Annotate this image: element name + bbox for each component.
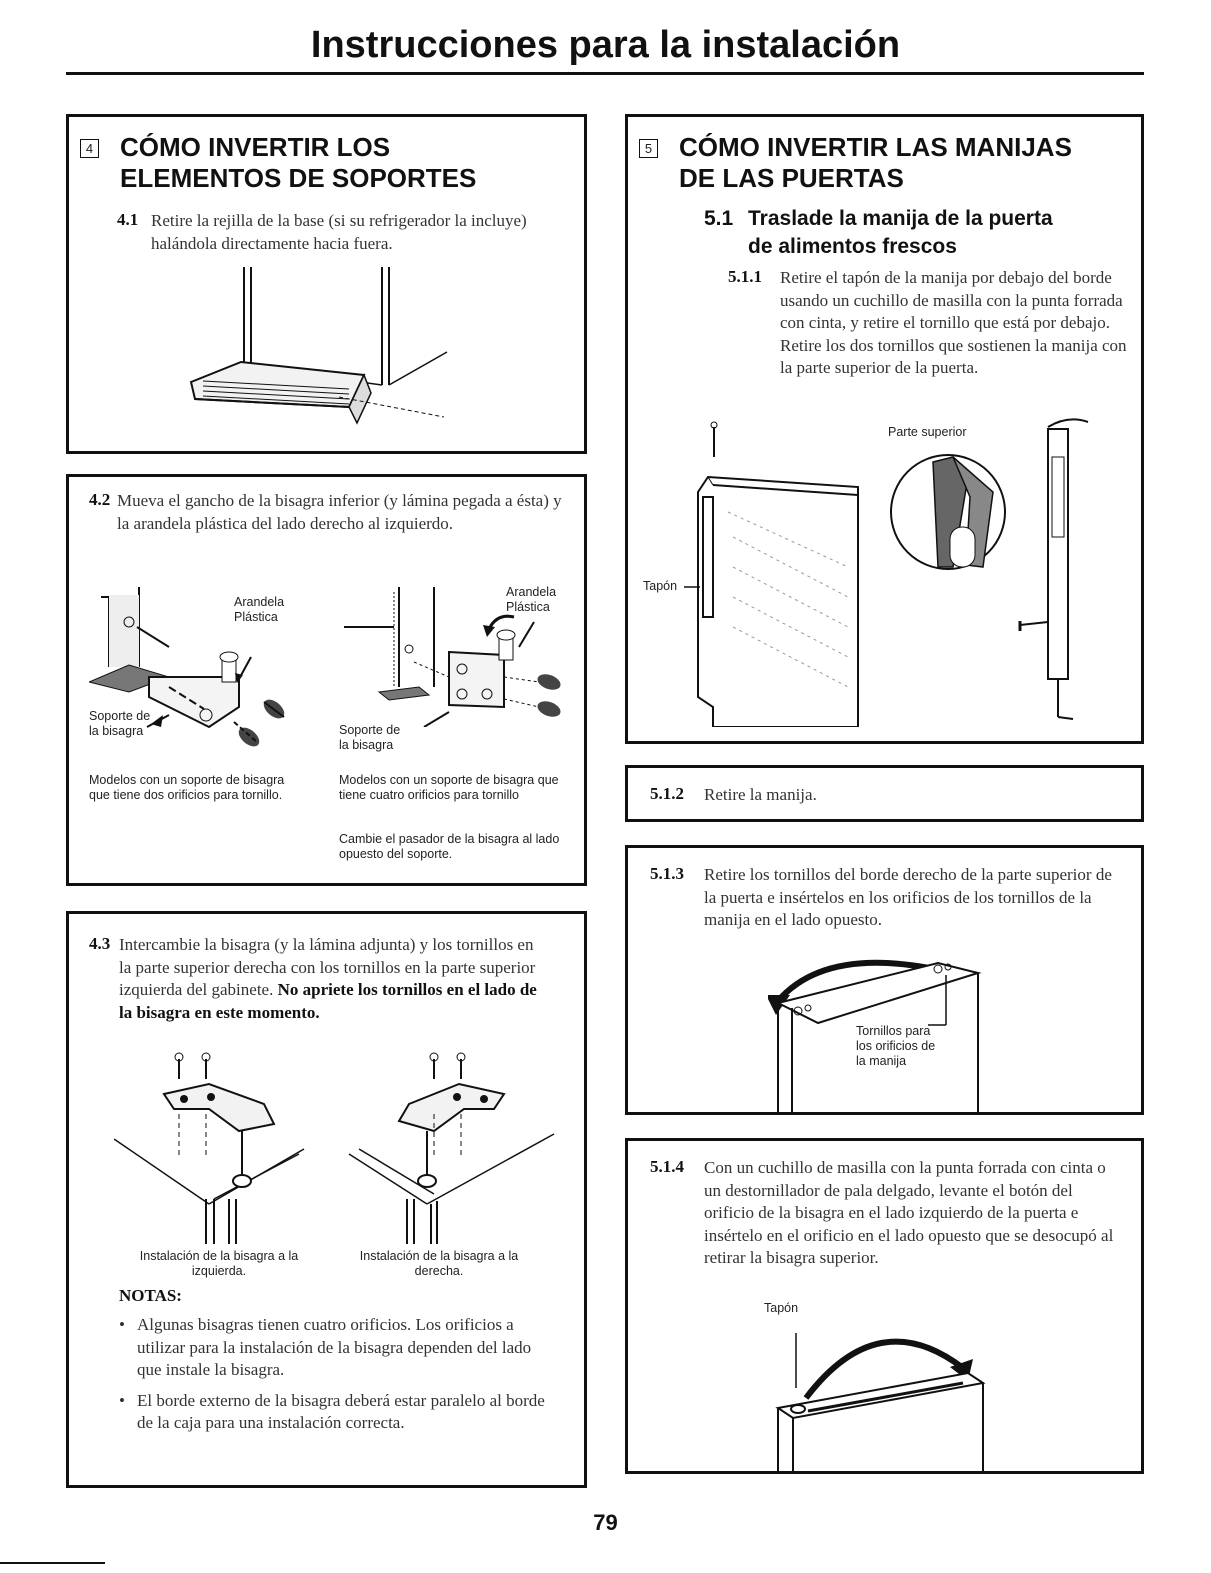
right-bracket-label: Soporte de la bisagra [339, 723, 401, 752]
page-number: 79 [593, 1510, 618, 1535]
hinge-right-caption: Instalación de la bisagra a la derecha. [359, 1249, 519, 1278]
notes-title: NOTAS: [119, 1286, 182, 1305]
section5-box-step-5-1-3 [625, 845, 1144, 1115]
base-grille-illustration [189, 267, 469, 437]
section5-number: 5 [639, 139, 658, 158]
title-rule [66, 72, 1144, 75]
left-caption: Modelos con un soporte de bisagra que tiene dos orificios para tornillo. [89, 773, 285, 802]
step-4-2-number: 4.2 [89, 490, 111, 509]
subsection-5-1-number: 5.1 [704, 207, 734, 230]
footer-rule [0, 1562, 105, 1564]
bullet-icon: • [119, 1390, 125, 1410]
step-4-1-number: 4.1 [117, 210, 139, 229]
section4-title-line2: ELEMENTOS DE SOPORTES [120, 163, 477, 193]
step-5-1-1-number: 5.1.1 [728, 267, 762, 286]
left-bracket-label: Soporte de la bisagra [89, 709, 151, 738]
step-5-1-4-text: Con un cuchillo de masilla con la punta forrada con cinta o un destornillador de pala delgado, levante el botón del orificio de la bisagra en el lado izquierdo de la puerta e insértelo en el orificio en el lado opuesto que se desocupó al retirar la bisagra superior. [704, 1158, 1114, 1267]
note-item [119, 1390, 559, 1435]
step-4-3-text-bold: No apriete los tornillos en el lado de la bisagra en este momento. [119, 980, 537, 1022]
right-caption-2: Cambie el pasador de la bisagra al lado opuesto del soporte. [339, 832, 560, 861]
section5-title-line1: CÓMO INVERTIR LAS MANIJAS [679, 132, 1072, 162]
label-parte-superior: Parte superior [888, 425, 967, 439]
step-5-1-2-text: Retire la manija. [704, 785, 817, 804]
right-caption: Modelos con un soporte de bisagra que tiene cuatro orificios para tornillo [339, 773, 559, 802]
subsection-5-1-title-line1: Traslade la manija de la puerta [748, 207, 1053, 230]
section4-box-step-4-2 [66, 474, 587, 886]
hinge-hole-plug-illustration [768, 1313, 998, 1473]
step-4-3-number: 4.3 [89, 934, 111, 953]
section4-number: 4 [80, 139, 99, 158]
hinge-left-caption: Instalación de la bisagra a la izquierda. [139, 1249, 299, 1278]
step-5-1-1-text: Retire el tapón de la manija por debajo del borde usando un cuchillo de masilla con la punta forrada con cinta, y retire el tornillo que está por debajo. Retire los dos tornillos que sostienen la manija con la parte superior de la puerta. [780, 268, 1127, 377]
note-text: El borde externo de la bisagra deberá estar paralelo al borde de la caja para una instalación correcta. [137, 1390, 545, 1432]
notes-list [119, 1314, 559, 1443]
section5-box-step-5-1-1 [625, 114, 1144, 744]
screws-label: Tornillos para los orificios de la manija [856, 1024, 936, 1068]
subsection-5-1-title-line2: de alimentos frescos [748, 235, 957, 258]
section4-title-line1: CÓMO INVERTIR LOS [120, 132, 391, 162]
door-handle-illustration [648, 417, 1128, 727]
step-5-1-4-number: 5.1.4 [650, 1157, 684, 1176]
note-item [119, 1314, 559, 1382]
section5-box-step-5-1-4 [625, 1138, 1144, 1474]
step-4-3-text [119, 934, 539, 1024]
step-4-3-text-regular: Intercambie la bisagra (y la lámina adjunta) y los tornillos en la parte superior derecha con los tornillos en la parte superior izquierda del gabinete. [119, 935, 536, 999]
step-5-1-2-number: 5.1.2 [650, 784, 684, 803]
left-washer-label: Arandela Plástica [234, 595, 285, 624]
hinge-left-install-illustration [114, 1049, 329, 1244]
section5-box-step-5-1-2 [625, 765, 1144, 822]
section4-box-step-4-3 [66, 911, 587, 1488]
section5-title-line2: DE LAS PUERTAS [679, 163, 904, 193]
step-5-1-3-number: 5.1.3 [650, 864, 684, 883]
hinge-right-install-illustration [339, 1049, 559, 1244]
tapon-label: Tapón [764, 1301, 799, 1315]
right-washer-label: Arandela Plástica [506, 585, 557, 614]
label-tapon-handle: Tapón [643, 579, 678, 593]
bullet-icon: • [119, 1315, 125, 1334]
step-4-2-text: Mueva el gancho de la bisagra inferior (y lámina pegada a ésta) y la arandela plástica del lado derecho al izquierdo. [117, 491, 562, 533]
step-5-1-3-text: Retire los tornillos del borde derecho de la parte superior de la puerta e insértelos en los orificios de los tornillos de la manija en el lado opuesto. [704, 865, 1112, 929]
section4-box-step-4-1 [66, 114, 587, 454]
step-4-1-text: Retire la rejilla de la base (si su refrigerador la incluye) halándola directamente hacia fuera. [151, 211, 527, 253]
page-title: Instrucciones para la instalación [310, 24, 901, 66]
note-text: Algunas bisagras tienen cuatro orificios. Los orificios a utilizar para la instalación de la bisagra dependen del lado que instale la bisagra. [137, 1315, 532, 1379]
